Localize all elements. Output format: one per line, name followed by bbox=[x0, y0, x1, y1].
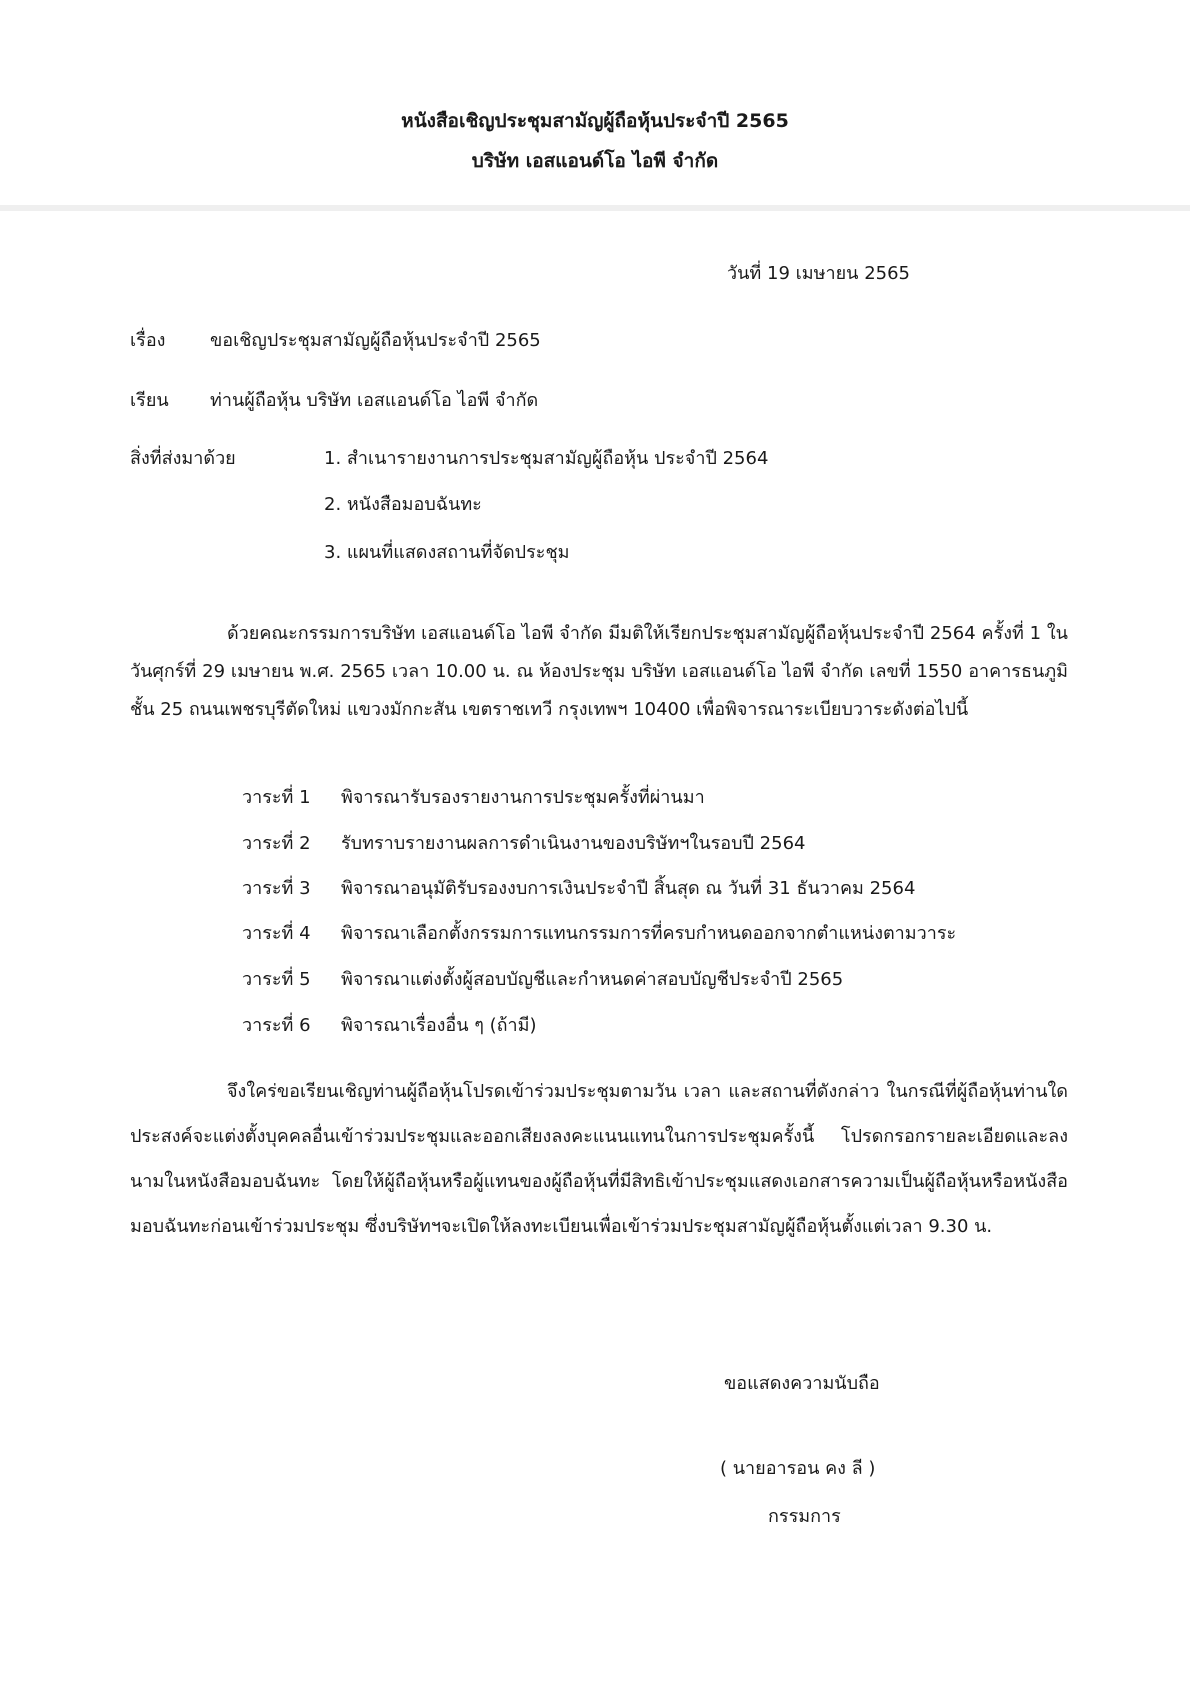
agenda-number: วาระที่ 5 bbox=[242, 969, 311, 990]
recipient-text: ท่านผู้ถือหุ้น บริษัท เอสแอนด์โอ ไอพี จำกัด bbox=[210, 390, 539, 411]
closing-salutation: ขอแสดงความนับถือ bbox=[724, 1373, 880, 1394]
letter-date: วันที่ 19 เมษายน 2565 bbox=[727, 263, 910, 284]
agenda-number: วาระที่ 4 bbox=[242, 923, 311, 944]
enclosure-item: 1. สำเนารายงานการประชุมสามัญผู้ถือหุ้น ประจำปี 2564 bbox=[324, 448, 769, 469]
recipient-label: เรียน bbox=[130, 390, 169, 411]
agenda-number: วาระที่ 1 bbox=[242, 787, 311, 808]
agenda-text: รับทราบรายงานผลการดำเนินงานของบริษัทฯในรอบปี 2564 bbox=[341, 833, 806, 854]
letter-title: หนังสือเชิญประชุมสามัญผู้ถือหุ้นประจำปี 2565 bbox=[401, 110, 789, 132]
subject-text: ขอเชิญประชุมสามัญผู้ถือหุ้นประจำปี 2565 bbox=[210, 330, 541, 351]
agenda-number: วาระที่ 3 bbox=[242, 878, 311, 899]
subject-label: เรื่อง bbox=[130, 330, 166, 351]
agenda-text: พิจารณารับรองรายงานการประชุมครั้งที่ผ่านมา bbox=[341, 787, 705, 808]
agenda-text: พิจารณาอนุมัติรับรองงบการเงินประจำปี สิ้นสุด ณ วันที่ 31 ธันวาคม 2564 bbox=[341, 878, 916, 899]
enclosure-item: 2. หนังสือมอบฉันทะ bbox=[324, 494, 482, 515]
agenda-text: พิจารณาเลือกตั้งกรรมการแทนกรรมการที่ครบกำหนดออกจากตำแหน่งตามวาระ bbox=[341, 923, 957, 944]
signer-name: ( นายอารอน คง ลี ) bbox=[720, 1458, 876, 1479]
agenda-text: พิจารณาแต่งตั้งผู้สอบบัญชีและกำหนดค่าสอบบัญชีประจำปี 2565 bbox=[341, 969, 844, 990]
agenda-number: วาระที่ 6 bbox=[242, 1015, 311, 1036]
meeting-notice-paragraph: ด้วยคณะกรรมการบริษัท เอสแอนด์โอ ไอพี จำกัด มีมติให้เรียกประชุมสามัญผู้ถือหุ้นประจำปี 2564 ครั้งที่ 1 ในวันศุกร์ที่ 29 เมษายน พ.ศ. 2565 เวลา 10.00 น. ณ ห้องประชุม บริษัท เอสแอนด์โอ ไอพี จำกัด เลขที่ 1550 อาคารธนภูมิ ชั้น 25 ถนนเพชรบุรีตัดใหม่ แขวงมักกะสัน เขตราชเทวี กรุงเทพฯ 10400 เพื่อพิจารณาระเบียบวาระดังต่อไปนี้ bbox=[130, 623, 1068, 720]
agenda-number: วาระที่ 2 bbox=[242, 833, 311, 854]
enclosure-item: 3. แผนที่แสดงสถานที่จัดประชุม bbox=[324, 542, 570, 563]
agenda-text: พิจารณาเรื่องอื่น ๆ (ถ้ามี) bbox=[341, 1015, 537, 1036]
letter-header bbox=[0, 0, 1190, 205]
invitation-paragraph: จึงใคร่ขอเรียนเชิญท่านผู้ถือหุ้นโปรดเข้าร่วมประชุมตามวัน เวลา และสถานที่ดังกล่าว ในกรณีที่ผู้ถือหุ้นท่านใดประสงค์จะแต่งตั้งบุคคลอื่นเข้าร่วมประชุมและออกเสียงลงคะแนนแทนในการประชุมครั้งนี้ โปรดกรอกรายละเอียดและลงนามในหนังสือมอบฉันทะ โดยให้ผู้ถือหุ้นหรือผู้แทนของผู้ถือหุ้นที่มีสิทธิเข้าประชุมแสดงเอกสารความเป็นผู้ถือหุ้นหรือหนังสือมอบฉันทะก่อนเข้าร่วมประชุม ซึ่งบริษัทฯจะเปิดให้ลงทะเบียนเพื่อเข้าร่วมประชุมสามัญผู้ถือหุ้นตั้งแต่เวลา 9.30 น. bbox=[130, 1081, 1068, 1237]
header-divider bbox=[0, 205, 1190, 211]
enclosures-label: สิ่งที่ส่งมาด้วย bbox=[130, 448, 236, 469]
signer-position: กรรมการ bbox=[768, 1506, 841, 1527]
company-name: บริษัท เอสแอนด์โอ ไอพี จำกัด bbox=[471, 150, 719, 172]
